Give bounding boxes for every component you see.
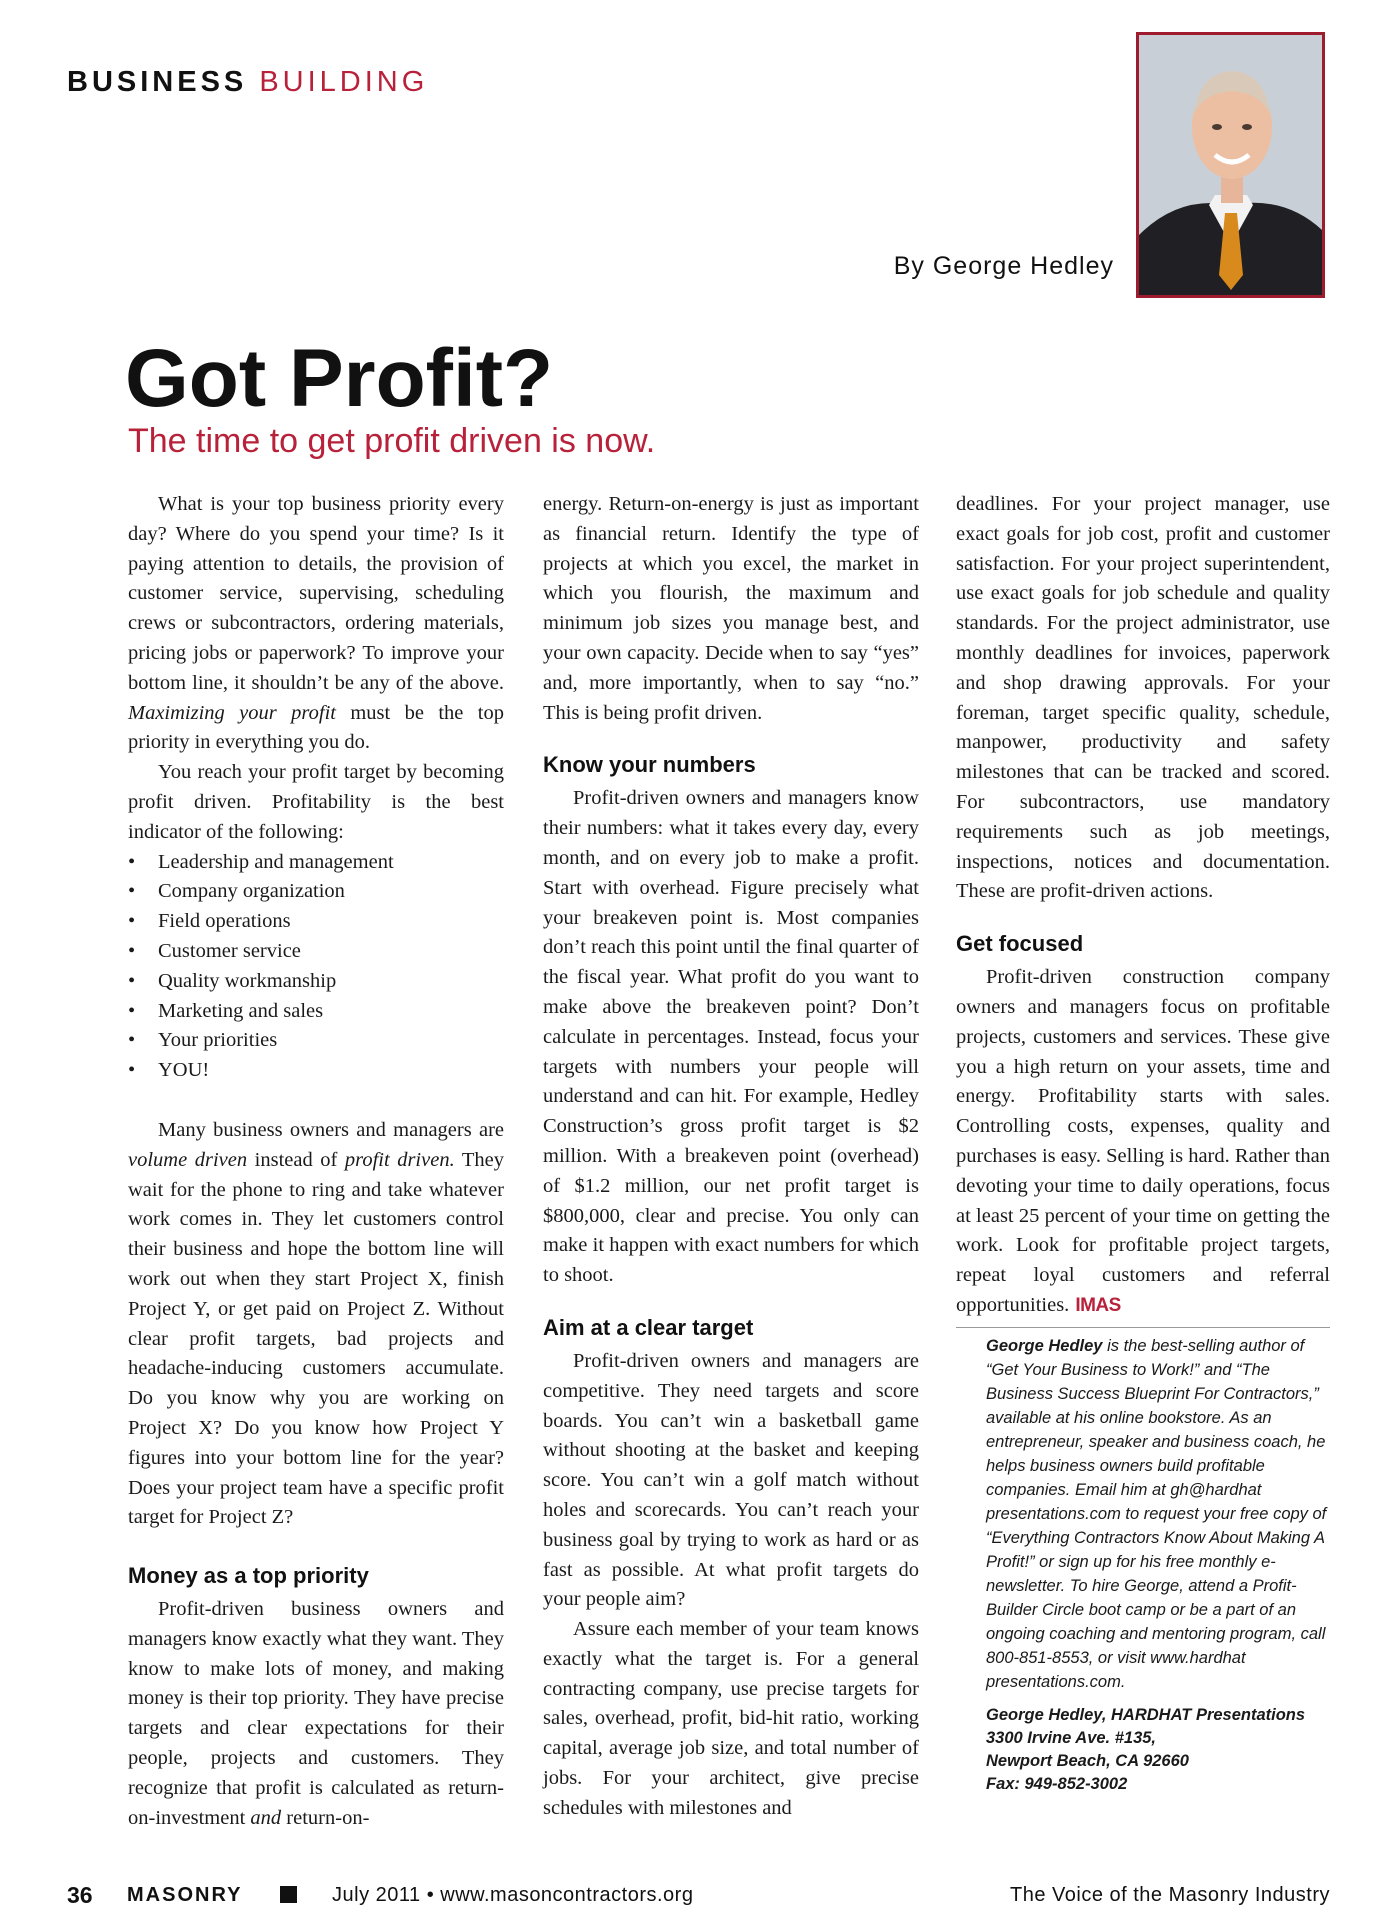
indicator-list [128, 848, 504, 1086]
address-line: 3300 Irvine Ave. #135, [986, 1728, 1157, 1747]
page-number: 36 [67, 1882, 93, 1908]
page-footer [67, 1882, 1330, 1912]
end-mark: IMAS [1075, 1294, 1121, 1316]
article-subtitle: The time to get profit driven is now. [128, 422, 656, 460]
address-line: Newport Beach, CA 92660 [986, 1751, 1189, 1770]
section-tag [67, 66, 428, 99]
list-item: • Quality workmanship [128, 967, 504, 997]
column-2 [543, 490, 919, 1824]
section-tag-accent: BUILDING [259, 66, 429, 98]
article-title: Got Profit? [125, 333, 554, 424]
heading-clear-target: Aim at a clear target [543, 1314, 754, 1340]
col1-paragraph-2: You reach your profit target by becoming profit driven. Profitability is the best indicator of the following: [128, 761, 504, 843]
address-line: Fax: 949-852-3002 [986, 1774, 1128, 1793]
col2-paragraph-3: Profit-driven owners and managers are competitive. They need targets and score boards. You can’t win a basketball game without shooting at the basket and keeping score. You can’t win a golf match without holes and scorecards. You can’t reach your business goal by trying to work as hard or as fast as possible. At what profit targets do your people aim? [543, 1349, 919, 1611]
column-1 [128, 490, 504, 1833]
col2-paragraph-2: Profit-driven owners and managers know their numbers: what it takes every day, every month, and on every job to make a profit. Start with overhead. Figure precisely what your breakeven point is. Most companies don’t reach this point until the final quarter of the fiscal year. What profit do you want to make above the breakeven point? Don’t calculate in percentages. Instead, focus your targets with numbers your people will understand and can hit. For example, Hedley Construction’s gross profit target is $2 million. With a breakeven point (overhead) of $1.2 million, our net profit target is $800,000, clear and precise. You only can make it happen with exact numbers for which to shoot. [543, 787, 919, 1287]
bio-text: George Hedley is the best-selling author of “Get Your Business to Work!” and “The Business Success Blueprint For Contractors,” available at his online bookstore. As an entrepreneur, speaker and business coach, he helps business owners build profitable companies. Email him at gh@hardhat presentations.com to request your free copy of “Everything Contractors Know About Making A Profit!” or sign up for his free monthly e-newsletter. To hire George, attend a Profit-Builder Circle boot camp or be a part of an ongoing coaching and mentoring program, call 800-851-8553, or visit www.hardhat presentations.com. [986, 1336, 1327, 1691]
author-byline: By George Hedley [893, 252, 1114, 280]
author-address [986, 1704, 1330, 1796]
author-bio [956, 1327, 1330, 1796]
magazine-tagline: The Voice of the Masonry Industry [1010, 1884, 1330, 1906]
col2-paragraph-4: Assure each member of your team knows exactly what the target is. For a general contracting company, use precise targets for sales, overhead, profit, bid-hit ratio, working capital, average job size, and total number of jobs. For your architect, give precise schedules with milestones and [543, 1618, 919, 1819]
section-tag-primary: BUSINESS [67, 66, 248, 98]
author-photo [1136, 32, 1325, 298]
col1-paragraph-1: What is your top business priority every day? Where do you spend your time? Is it paying attention to details, the provision of customer service, supervising, scheduling crews or subcontractors, ordering materials, pricing jobs or paperwork? To improve your bottom line, it shouldn’t be any of the above. Maximizing your profit must be the top priority in everything you do. [128, 493, 504, 754]
issue-date-website: July 2011 • www.masoncontractors.org [332, 1884, 694, 1906]
heading-money-priority: Money as a top priority [128, 1563, 369, 1589]
bio-author-name: George Hedley [986, 1336, 1103, 1355]
heading-know-numbers: Know your numbers [543, 752, 756, 778]
heading-get-focused: Get focused [956, 931, 1084, 957]
col3-paragraph-2: Profit-driven construction company owners and managers focus on profitable projects, customers and services. These give you a high return on your assets, time and energy. Profitability starts with sales. Controlling costs, expenses, quality and purchases is easy. Selling is hard. Rather than devoting your time to daily operations, focus at least 25 percent of your time on getting the work. Look for profitable project targets, repeat loyal customers and referral opportunities. IMAS [956, 966, 1330, 1316]
list-item: • Customer service [128, 937, 504, 967]
col3-paragraph-1: deadlines. For your project manager, use exact goals for job cost, profit and customer satisfaction. For your project superintendent, use exact goals for job schedule and quality standards. For the project administrator, use monthly deadlines for invoices, paperwork and shop drawing approvals. For your foreman, target specific quality, schedule, manpower, productivity and safety milestones that can be tracked and scored. For subcontractors, use mandatory requirements such as job meetings, inspections, notices and documentation. These are profit-driven actions. [956, 493, 1330, 903]
list-item: • Your priorities [128, 1026, 504, 1056]
black-square-separator-icon [280, 1886, 297, 1903]
col2-paragraph-1: energy. Return-on-energy is just as important as financial return. Identify the type of projects at which you excel, the market in which you flourish, the maximum and minimum job sizes you manage best, and your own capacity. Decide when to say “yes” and, more importantly, when to say “no.” This is being profit driven. [543, 493, 919, 724]
list-item: • YOU! [128, 1056, 504, 1086]
magazine-name: MASONRY [127, 1884, 243, 1906]
list-item: • Company organization [128, 877, 504, 907]
column-3 [956, 490, 1330, 1796]
col1-paragraph-3: Many business owners and managers are volume driven instead of profit driven. They wait for the phone to ring and take whatever work comes in. They let customers control their business and hope the bottom line will work out when they start Project X, finish Project Y, or get paid on Project Z. Without clear profit targets, bad projects and headache-inducing customers accumulate. Do you know why you are working on Project X? Do you know how Project Y figures into your bottom line for the year? Does your project team have a specific profit target for Project Z? [128, 1118, 504, 1529]
list-item: • Field operations [128, 907, 504, 937]
address-line: George Hedley, HARDHAT Presentations [986, 1705, 1306, 1724]
list-item: • Leadership and management [128, 848, 504, 878]
list-item: • Marketing and sales [128, 997, 504, 1027]
col1-paragraph-4: Profit-driven business owners and managers know exactly what they want. They know to make lots of money, and making money is their top priority. They have precise targets and clear expectations for their people, projects and customers. They recognize that profit is calculated as return-on-investment and return-on- [128, 1598, 504, 1829]
